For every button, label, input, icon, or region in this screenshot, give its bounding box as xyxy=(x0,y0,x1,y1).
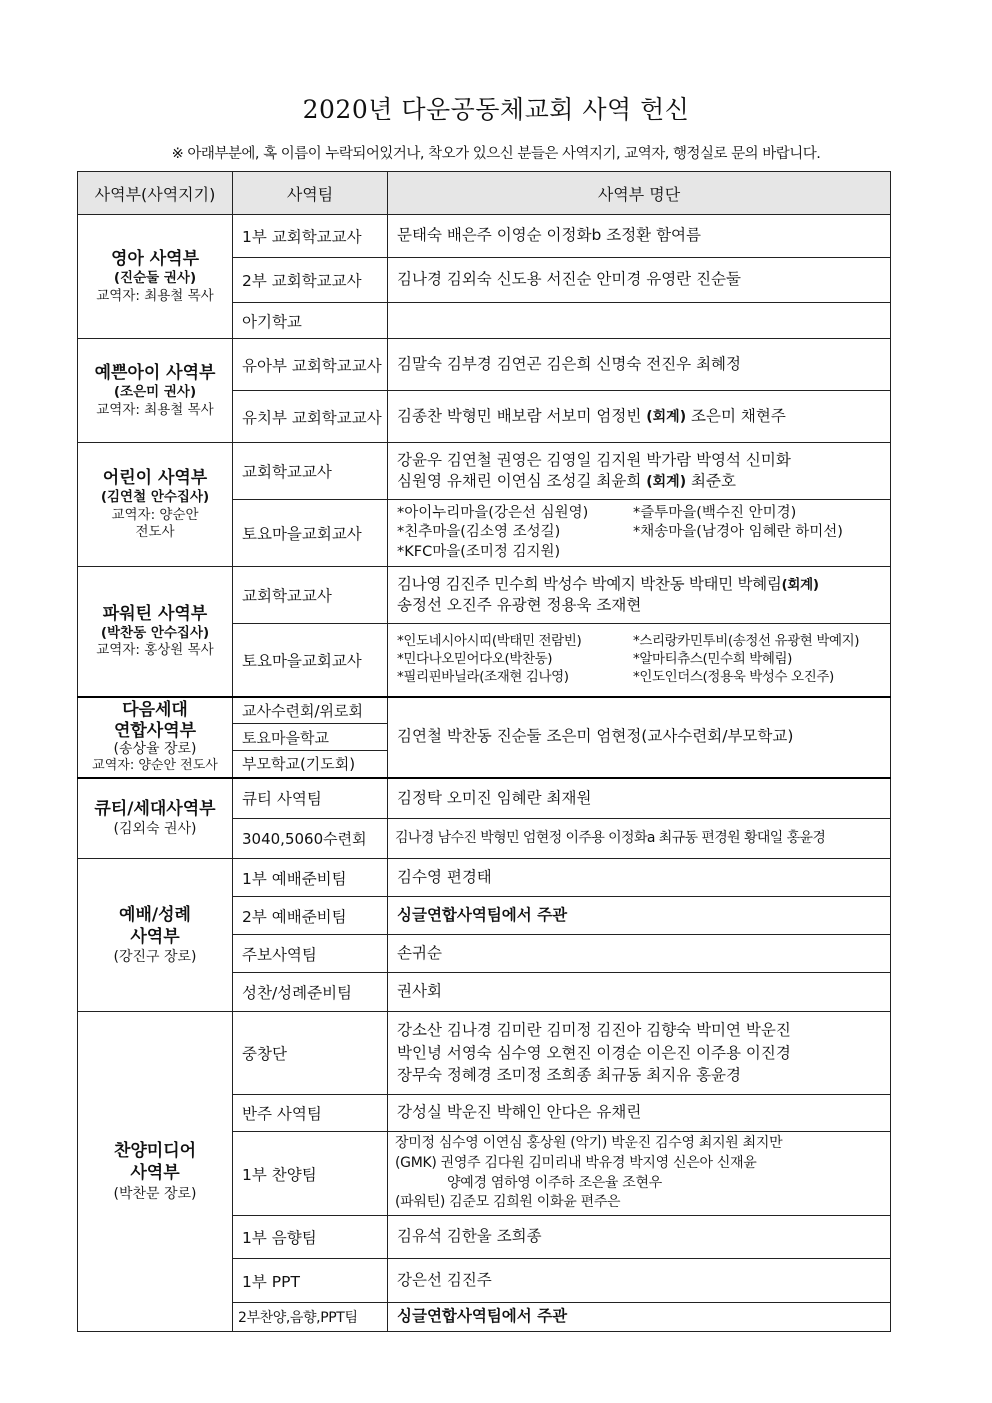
dept-pastor: 교역자: 양순안 전도사 xyxy=(92,757,218,773)
members-line: (GMK) 권영주 김다원 김미리내 박유경 박지영 신은아 신재윤 xyxy=(395,1154,757,1171)
members-line: 장무숙 정혜경 조미정 조희종 최규동 최지유 홍윤경 xyxy=(397,1066,741,1085)
team-cell: 유아부 교회학교교사 xyxy=(233,339,388,391)
team-cell: 중창단 xyxy=(233,1012,388,1095)
members-cell xyxy=(388,1132,891,1216)
dept-leader: (김연철 안수집사) xyxy=(100,489,210,506)
team-cell: 토요마을교회교사 xyxy=(233,500,388,567)
dept-name: 찬양미디어 xyxy=(113,1141,197,1162)
members-line: 강소산 김나경 김미란 김미정 김진아 김향숙 박미연 박운진 xyxy=(397,1021,791,1040)
members-cell: 싱글연합사역팀에서 주관 xyxy=(388,897,891,935)
table-row xyxy=(78,567,891,624)
members-line: (파워틴) 김준모 김희원 이화윤 편주은 xyxy=(395,1194,621,1211)
dept-leader: (박찬문 장로) xyxy=(113,1185,197,1202)
team-cell: 1부 음향팀 xyxy=(233,1216,388,1259)
members-cell: 권사회 xyxy=(388,973,891,1012)
members-cell xyxy=(388,443,891,500)
members-cell: 김유석 김한울 조희종 xyxy=(388,1216,891,1259)
members-line: 박인녕 서영숙 심수영 오현진 이경순 이은진 이주용 이진경 xyxy=(397,1043,791,1062)
members-cell: 김말숙 김부경 김연곤 김은희 신명숙 전진우 최혜정 xyxy=(388,339,891,391)
dept-cell-nextgen xyxy=(78,697,233,778)
members-cell: 김나경 김외숙 신도용 서진순 안미경 유영란 진순둘 xyxy=(388,258,891,303)
notice-text: ※ 아래부분에, 혹 이름이 누락되어있거나, 착오가 있으신 분들은 사역지기, 교역자, 행정실로 문의 바랍니다. xyxy=(171,146,821,162)
members-line: 심원영 유채린 이연심 조성길 최윤희 (회계) 최준호 xyxy=(397,472,736,490)
village-item: *스리랑카민투비(송정선 유광현 박예지) xyxy=(633,632,860,649)
dept-leader: (조은미 권사) xyxy=(113,384,197,400)
dept-cell-children xyxy=(78,443,233,567)
village-item: *친추마을(김소영 조성길) xyxy=(397,524,561,541)
team-cell: 교회학교교사 xyxy=(233,443,388,500)
dept-leader: (박찬동 안수집사) xyxy=(100,624,210,641)
dept-pastor: 교역자: 최용철 목사 xyxy=(96,401,214,418)
table-row xyxy=(78,339,891,391)
village-item: *채송마을(남경아 임혜란 하미선) xyxy=(633,524,843,541)
team-cell: 1부 PPT xyxy=(233,1259,388,1303)
members-cell: 김나경 남수진 박형민 엄현정 이주용 이정화a 최규동 편경원 황대일 홍윤경 xyxy=(388,819,891,859)
dept-name: 사역부 xyxy=(130,926,180,947)
table-row xyxy=(78,443,891,500)
members-cell: 싱글연합사역팀에서 주관 xyxy=(388,1303,891,1332)
header-members: 사역부 명단 xyxy=(388,172,891,215)
village-item: *민다나오믿어다오(박찬동) xyxy=(397,650,553,667)
members-cell xyxy=(388,391,891,443)
dept-leader: (강진구 장로) xyxy=(113,949,197,965)
header-dept: 사역부(사역지기) xyxy=(78,172,233,215)
team-cell: 교회학교교사 xyxy=(233,567,388,624)
header-team: 사역팀 xyxy=(233,172,388,215)
members-cell xyxy=(388,500,891,567)
dept-leader: (김외숙 권사) xyxy=(113,821,197,838)
members-text: 조은미 채현주 xyxy=(686,406,786,425)
treasurer-tag: (회계) xyxy=(646,408,687,425)
dept-name: 파워틴 사역부 xyxy=(102,603,208,624)
treasurer-tag: (회계) xyxy=(781,576,819,593)
dept-name: 연합사역부 xyxy=(113,720,197,741)
members-cell: 김수영 편경태 xyxy=(388,859,891,897)
dept-cell-kids xyxy=(78,339,233,443)
dept-name: 큐티/세대사역부 xyxy=(94,799,216,820)
members-cell xyxy=(388,567,891,624)
dept-leader: (진순둘 권사) xyxy=(113,270,197,286)
dept-name: 영아 사역부 xyxy=(110,248,200,269)
dept-name: 예배/성례 xyxy=(119,904,191,925)
team-cell: 큐티 사역팀 xyxy=(233,778,388,819)
page-title: 2020년 다운공동체교회 사역 헌신 xyxy=(302,95,690,124)
dept-pastor: 교역자: 양순안 xyxy=(111,506,199,523)
team-cell: 2부 예배준비팀 xyxy=(233,897,388,935)
village-item: *인도네시아시띠(박태민 전람빈) xyxy=(397,632,582,649)
village-item: *필리핀바닐라(조재현 김나영) xyxy=(397,668,569,685)
dept-cell-teen xyxy=(78,567,233,697)
dept-pastor: 전도사 xyxy=(135,524,175,541)
table-row xyxy=(78,859,891,897)
dept-name: 사역부 xyxy=(130,1163,180,1184)
team-cell: 반주 사역팀 xyxy=(233,1095,388,1132)
dept-cell-infant xyxy=(78,215,233,339)
members-cell: 김정탁 오미진 임혜란 최재원 xyxy=(388,778,891,819)
table-row xyxy=(78,697,891,724)
treasurer-tag: (회계) xyxy=(646,474,687,490)
table-row xyxy=(78,778,891,819)
members-cell: 강성실 박운진 박해인 안다은 유채린 xyxy=(388,1095,891,1132)
team-cell: 유치부 교회학교교사 xyxy=(233,391,388,443)
team-cell: 1부 예배준비팀 xyxy=(233,859,388,897)
members-line: 김나영 김진주 민수희 박성수 박예지 박찬동 박태민 박혜림(회계) xyxy=(397,574,819,593)
members-line: 양예경 염하영 이주하 조은율 조현우 xyxy=(447,1174,662,1191)
members-cell: 김연철 박찬동 진순둘 조은미 엄현정(교사수련회/부모학교) xyxy=(388,697,891,778)
members-cell: 문태숙 배은주 이영순 이정화b 조정환 함여름 xyxy=(388,215,891,258)
team-cell: 1부 교회학교교사 xyxy=(233,215,388,258)
dept-pastor: 교역자: 홍상원 목사 xyxy=(96,642,214,659)
team-cell: 교사수련회/위로회 xyxy=(233,697,388,724)
members-line: 강윤우 김연철 권영은 김영일 김지원 박가람 박영석 신미화 xyxy=(397,450,791,469)
table-row xyxy=(78,1012,891,1095)
village-item: *KFC마을(조미정 김지원) xyxy=(397,543,561,560)
team-cell: 주보사역팀 xyxy=(233,935,388,973)
ministry-table xyxy=(77,171,891,1332)
team-cell: 토요마을학교 xyxy=(233,724,388,751)
team-cell: 아기학교 xyxy=(233,303,388,339)
team-cell: 2부 교회학교교사 xyxy=(233,258,388,303)
village-item: *알마티츄스(민수희 박혜림) xyxy=(633,650,793,667)
members-cell: 손귀순 xyxy=(388,935,891,973)
team-cell: 부모학교(기도회) xyxy=(233,751,388,778)
members-line: 장미정 심수영 이연심 홍상원 (악기) 박운진 김수영 최지원 최지만 xyxy=(395,1134,783,1151)
village-item: *아이누리마을(강은선 심원영) xyxy=(397,505,589,522)
members-cell: 강은선 김진주 xyxy=(388,1259,891,1303)
table-row xyxy=(78,215,891,258)
dept-leader: (송상율 장로) xyxy=(113,741,197,758)
team-cell: 1부 찬양팀 xyxy=(233,1132,388,1216)
village-item: *즐투마을(백수진 안미경) xyxy=(633,505,797,522)
dept-cell-worship xyxy=(78,859,233,1012)
dept-pastor: 교역자: 최용철 목사 xyxy=(96,287,214,304)
table-header-row xyxy=(78,172,891,215)
dept-cell-cutie xyxy=(78,778,233,859)
team-cell: 2부찬양,음향,PPT팀 xyxy=(233,1303,388,1332)
team-cell: 3040,5060수련회 xyxy=(233,819,388,859)
members-cell xyxy=(388,1012,891,1095)
team-cell: 성찬/성례준비팀 xyxy=(233,973,388,1012)
dept-cell-praise xyxy=(78,1012,233,1332)
village-item: *인도인더스(정용욱 박성수 오진주) xyxy=(633,668,834,685)
members-cell xyxy=(388,624,891,697)
members-cell xyxy=(388,303,891,339)
team-cell: 토요마을교회교사 xyxy=(233,624,388,697)
members-text: 김종찬 박형민 배보람 서보미 엄정빈 xyxy=(397,406,642,425)
members-line: 송정선 오진주 유광현 정용욱 조재현 xyxy=(397,596,642,614)
dept-name: 예쁜아이 사역부 xyxy=(94,362,216,383)
dept-name: 다음세대 xyxy=(122,700,188,721)
dept-name: 어린이 사역부 xyxy=(102,468,208,489)
